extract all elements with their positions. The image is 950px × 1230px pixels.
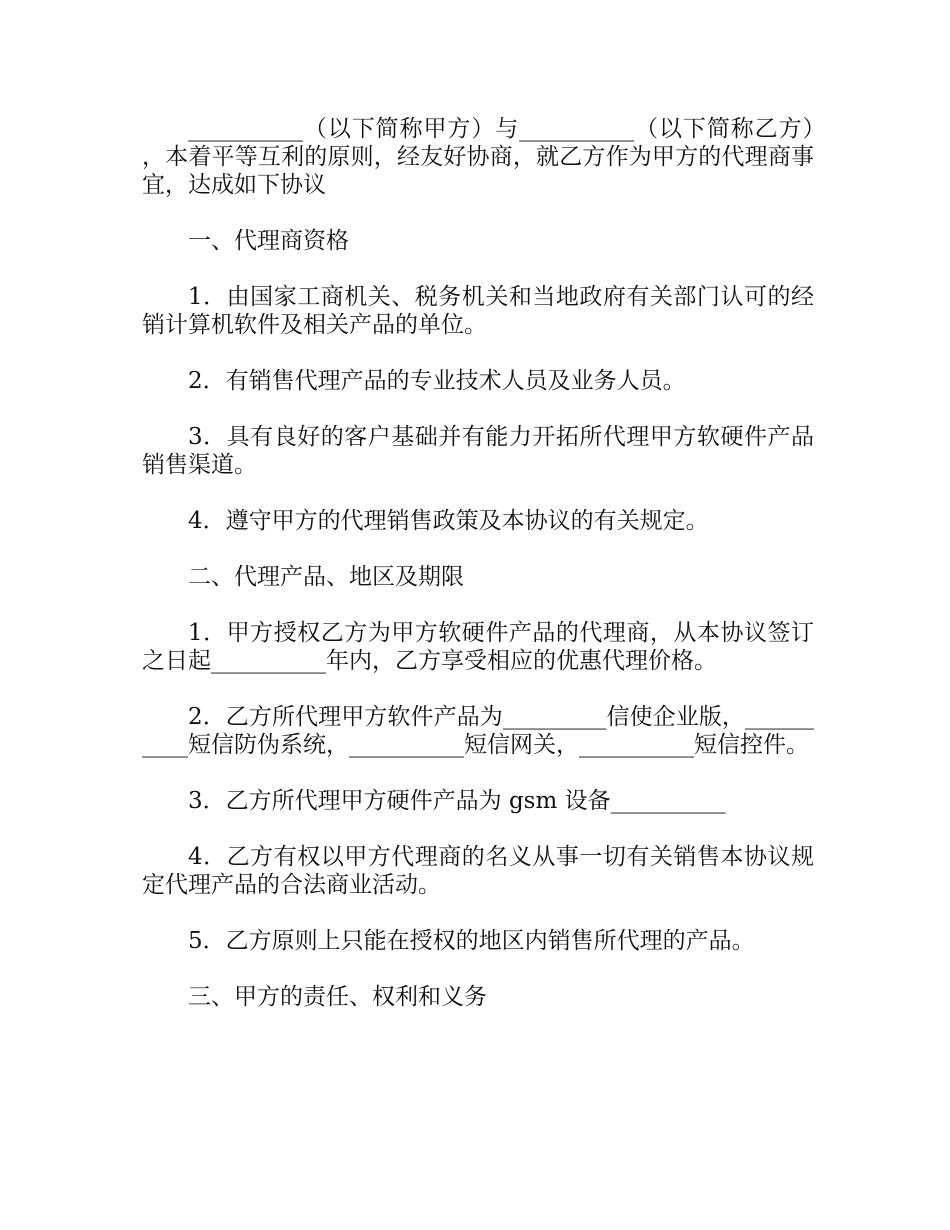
section-heading-3: 三、甲方的责任、权利和义务 (188, 984, 487, 1010)
clause-1-4: 4．遵守甲方的代理销售政策及本协议的有关规定。 (188, 508, 709, 534)
section-heading-1: 一、代理商资格 (188, 228, 349, 254)
clause-2-2: 2．乙方所代理甲方软件产品为_________信使企业版，__________短信防伪系统，__________短信网关，__________短信控件。 (142, 704, 814, 758)
clause-1-1: 1．由国家工商机关、税务机关和当地政府有关部门认可的经销计算机软件及相关产品的单位。 (142, 284, 814, 338)
clause-2-5: 5．乙方原则上只能在授权的地区内销售所代理的产品。 (188, 928, 755, 954)
clause-2-3: 3．乙方所代理甲方硬件产品为 gsm 设备__________ (188, 788, 726, 814)
section-heading-2: 二、代理产品、地区及期限 (188, 564, 464, 590)
clause-2-1: 1．甲方授权乙方为甲方软硬件产品的代理商，从本协议签订之日起__________年内，乙方享受相应的优惠代理价格。 (142, 620, 814, 674)
clause-2-4: 4．乙方有权以甲方代理商的名义从事一切有关销售本协议规定代理产品的合法商业活动。 (142, 844, 814, 898)
intro-paragraph: __________（以下简称甲方）与__________（以下简称乙方），本着平等互利的原则，经友好协商，就乙方作为甲方的代理商事宜，达成如下协议 (142, 116, 814, 198)
clause-1-3: 3．具有良好的客户基础并有能力开拓所代理甲方软硬件产品销售渠道。 (142, 424, 814, 478)
document-page (142, 115, 814, 1039)
clause-1-2: 2．有销售代理产品的专业技术人员及业务人员。 (188, 368, 686, 394)
